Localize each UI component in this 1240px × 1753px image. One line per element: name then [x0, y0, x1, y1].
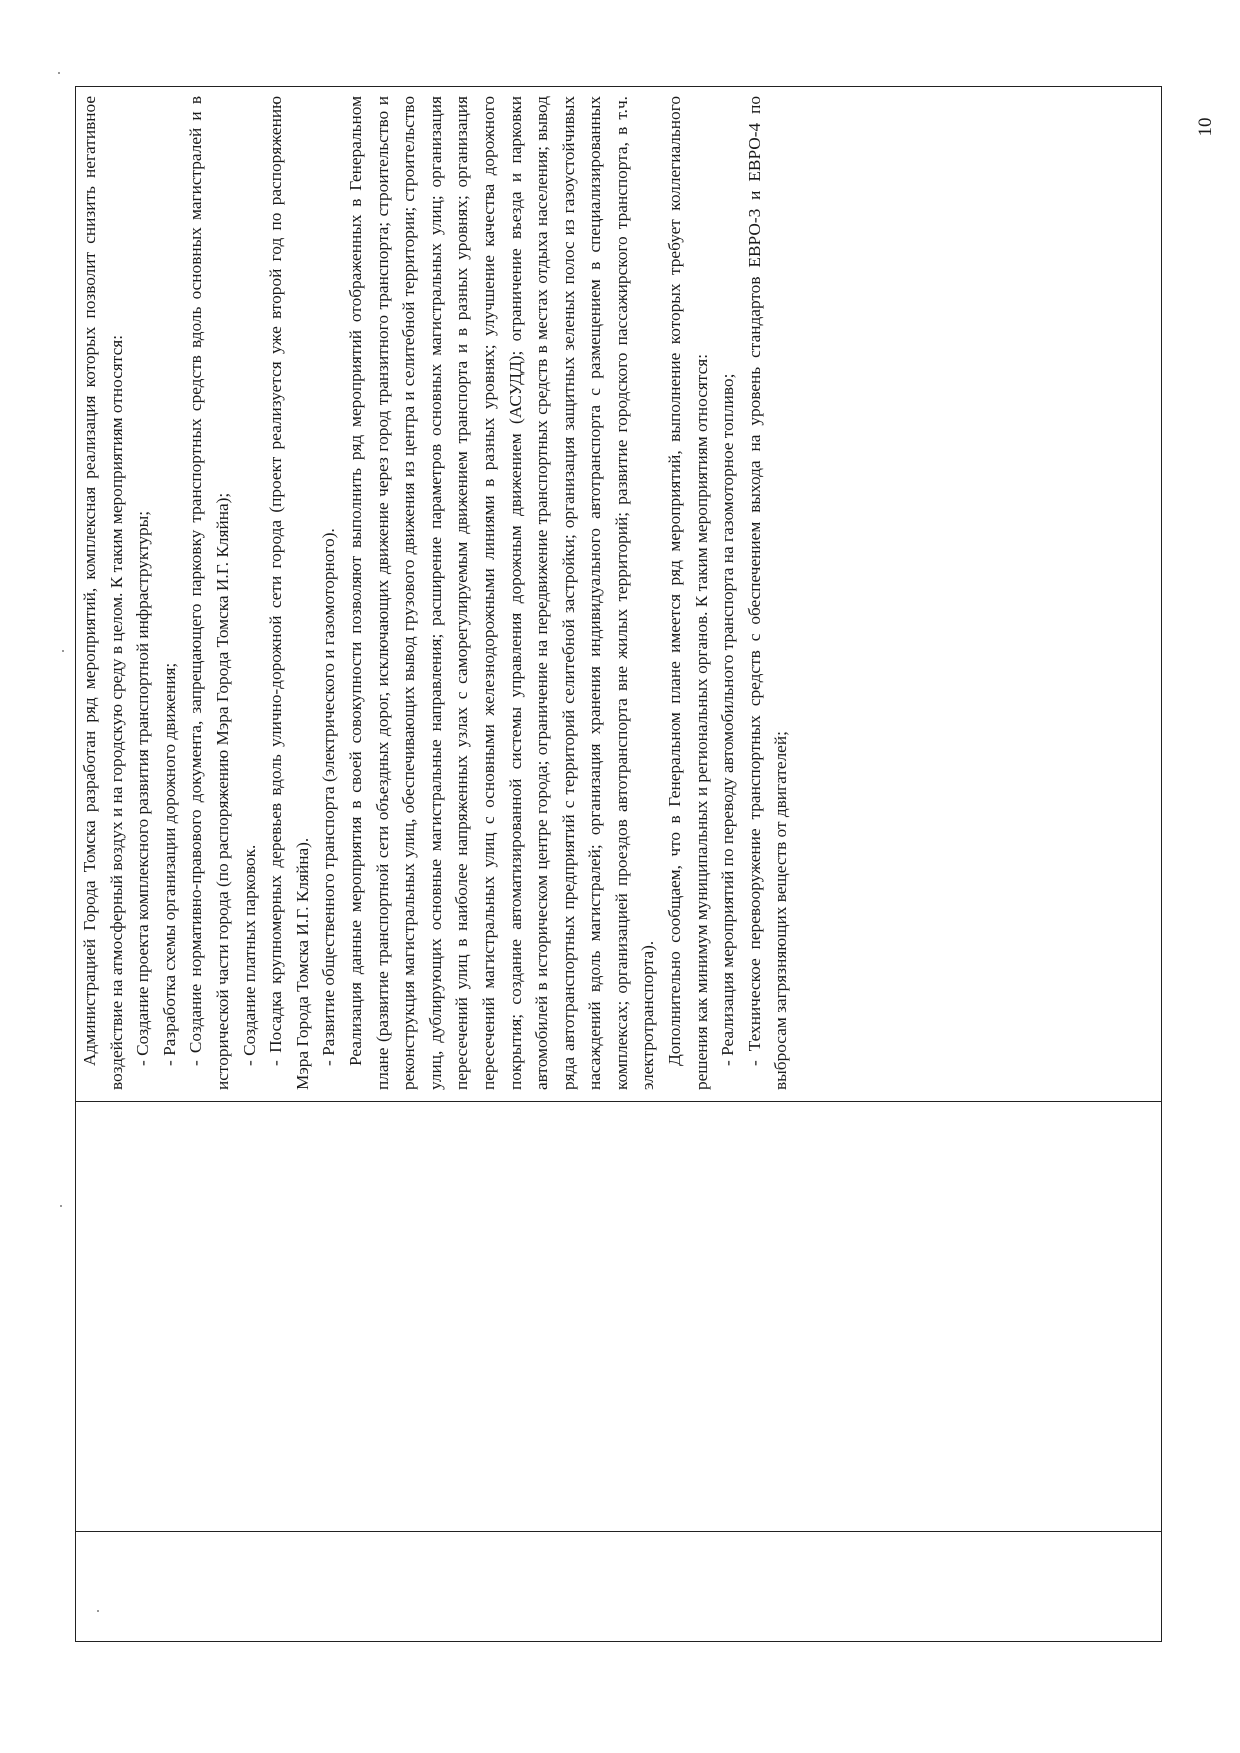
scan-speck	[58, 72, 60, 74]
intro-paragraph: Администрацией Города Томска разработан ряд мероприятий, комплексная реализация которых позволит снизить негативное воздействие на атмосферный воздух и на городскую среду в целом. К таким мероприятиям относятся:	[80, 96, 126, 1090]
scan-speck	[62, 650, 64, 652]
page-number: 10	[1195, 117, 1216, 137]
list-item: - Создание проекта комплексного развития транспортной инфраструктуры;	[133, 510, 153, 1066]
list-item: - Развитие общественного транспорта (электрического и газомоторного).	[319, 528, 339, 1066]
body-paragraph: Дополнительно сообщаем, что в Генеральном плане имеется ряд мероприятий, выполнение которых требует коллегиального решения как минимум муниципальных и региональных органов. К таким мероприятиям относятся:	[665, 96, 711, 1090]
column-divider	[75, 1531, 1162, 1532]
body-paragraph: Реализация данные мероприятия в своей совокупности позволяют выполнить ряд мероприятий отображенных в Генеральном плане (развитие транспортной сети объездных дорог, исключающих движение через город транзитного транспорта; строительство и реконструкция магистральных улиц, обеспечивающих вывод грузового движения из центра и селитебной территории; строительство улиц, дублирующих основные магистральные направления; расширение параметров основных магистральных улиц; организация пересечений улиц в наиболее напряженных узлах с саморегулируемым движением транспорта и в разных уровнях; организация пересечений магистральных улиц с основными железнодорожными линиями в разных уровнях; улучшение качества дорожного покрытия; создание автоматизированной системы управления дорожным движением (АСУДД); ограничение въезда и парковки автомобилей в историческом центре города; ограничение на передвижение транспортных средств в местах отдыха населения; вывод ряда автотранспортных предприятий с территорий селитебной застройки; организация защитных зеленых полос из газоустойчивых насаждений вдоль магистралей; организация хранения индивидуального автотранспорта с размещением в специализированных комплексах; организацией проездов автотранспорта вне жилых территорий; развитие городского пассажирского транспорта, в т.ч. электротранспорта).	[345, 96, 658, 1090]
rotated-table-page	[75, 86, 1162, 1642]
list-item: - Создание нормативно-правового документа, запрещающего парковку транспортных средств вдоль основных магистралей и в исторической части города (по распоряжению Мэра Города Томска И.Г. Кляйна);	[186, 96, 232, 1090]
list-item: - Разработка схемы организации дорожного движения;	[159, 662, 179, 1066]
list-item: - Реализация мероприятий по переводу автомобильного транспорта на газомоторное топливо;	[718, 373, 738, 1066]
list-item: - Техническое перевооружение транспортных средств с обеспечением выхода на уровень стандартов ЕВРО-3 и ЕВРО-4 по выбросам загрязняющих веществ от двигателей;	[744, 96, 791, 1090]
table-text-cell	[75, 86, 1162, 1102]
list-item: - Создание платных парковок.	[239, 844, 259, 1066]
scan-speck	[97, 1610, 99, 1612]
list-item: - Посадка крупномерных деревьев вдоль улично-дорожной сети города (проект реализуется уже второй год по распоряжению Мэра Города Томска И.Г. Кляйна).	[266, 96, 312, 1090]
scan-speck	[60, 1205, 62, 1207]
